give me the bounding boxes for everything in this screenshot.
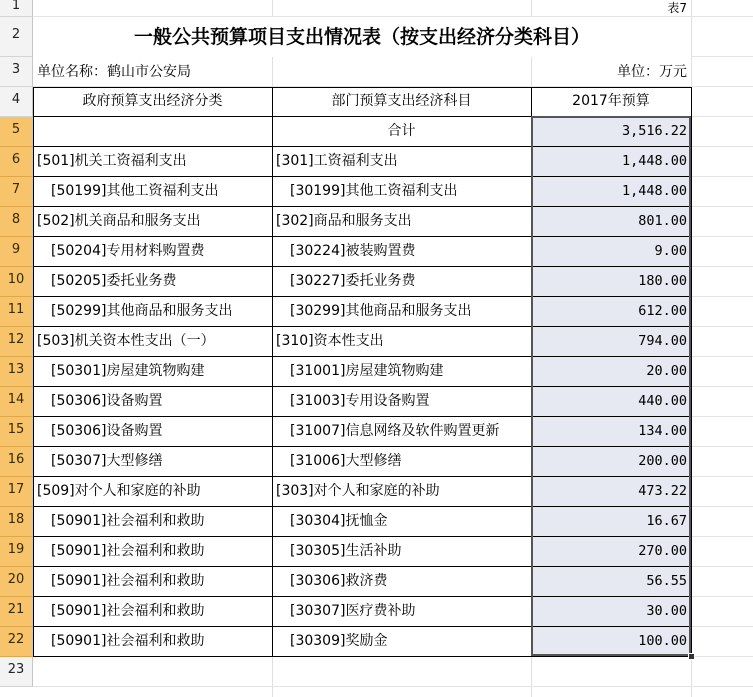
- budget-amount-cell[interactable]: 440.00: [531, 387, 692, 417]
- budget-amount-cell[interactable]: 30.00: [531, 597, 692, 627]
- budget-amount-cell[interactable]: 3,516.22: [531, 117, 692, 147]
- row-header[interactable]: 18: [0, 507, 33, 537]
- gov-classification-cell[interactable]: [50901]社会福利和救助: [33, 627, 273, 657]
- gov-classification-cell[interactable]: [501]机关工资福利支出: [33, 147, 273, 177]
- row-header[interactable]: 1: [0, 0, 33, 17]
- gov-classification-cell[interactable]: [50199]其他工资福利支出: [33, 177, 273, 207]
- row-header[interactable]: 5: [0, 117, 33, 147]
- dept-account-cell[interactable]: [31001]房屋建筑物购建: [272, 357, 532, 387]
- row-header[interactable]: 3: [0, 57, 33, 87]
- dept-account-cell[interactable]: [30307]医疗费补助: [272, 597, 532, 627]
- budget-amount-cell[interactable]: 134.00: [531, 417, 692, 447]
- gov-classification-cell[interactable]: [50204]专用材料购置费: [33, 237, 273, 267]
- budget-amount-cell[interactable]: 1,448.00: [531, 177, 692, 207]
- dept-account-cell[interactable]: 合计: [272, 117, 532, 147]
- budget-amount-cell[interactable]: 200.00: [531, 447, 692, 477]
- row-header[interactable]: 10: [0, 267, 33, 297]
- dept-account-cell[interactable]: [31007]信息网络及软件购置更新: [272, 417, 532, 447]
- dept-account-cell[interactable]: [302]商品和服务支出: [272, 207, 532, 237]
- row-header[interactable]: 17: [0, 477, 33, 507]
- budget-amount-cell[interactable]: 794.00: [531, 327, 692, 357]
- row-header[interactable]: 16: [0, 447, 33, 477]
- gov-classification-cell[interactable]: [50307]大型修缮: [33, 447, 273, 477]
- gov-classification-cell[interactable]: [50901]社会福利和救助: [33, 597, 273, 627]
- budget-amount-cell[interactable]: 16.67: [531, 507, 692, 537]
- budget-amount-cell[interactable]: 100.00: [531, 627, 692, 657]
- grid-line-horizontal: [33, 686, 753, 687]
- row-header[interactable]: 21: [0, 597, 33, 627]
- dept-account-cell[interactable]: [30199]其他工资福利支出: [272, 177, 532, 207]
- row-header[interactable]: 4: [0, 87, 33, 117]
- row-header[interactable]: 2: [0, 17, 33, 57]
- dept-account-cell[interactable]: [30224]被装购置费: [272, 237, 532, 267]
- gov-classification-cell[interactable]: [50901]社会福利和救助: [33, 567, 273, 597]
- header-gov-classification: 政府预算支出经济分类: [33, 87, 273, 117]
- row-header[interactable]: 22: [0, 627, 33, 657]
- gov-classification-cell[interactable]: [50901]社会福利和救助: [33, 507, 273, 537]
- row-header[interactable]: 20: [0, 567, 33, 597]
- gov-classification-cell[interactable]: [50901]社会福利和救助: [33, 537, 273, 567]
- row-header[interactable]: 12: [0, 327, 33, 357]
- budget-amount-cell[interactable]: 180.00: [531, 267, 692, 297]
- budget-amount-cell[interactable]: 473.22: [531, 477, 692, 507]
- unit-label: 单位：万元: [617, 64, 687, 80]
- dept-account-cell[interactable]: [310]资本性支出: [272, 327, 532, 357]
- header-budget-2017: 2017年预算: [531, 87, 692, 117]
- row-header[interactable]: 19: [0, 537, 33, 567]
- header-dept-account: 部门预算支出经济科目: [272, 87, 532, 117]
- gov-classification-cell[interactable]: [50299]其他商品和服务支出: [33, 297, 273, 327]
- budget-amount-cell[interactable]: 56.55: [531, 567, 692, 597]
- budget-amount-cell[interactable]: 270.00: [531, 537, 692, 567]
- row-header[interactable]: 9: [0, 237, 33, 267]
- dept-account-cell[interactable]: [30309]奖励金: [272, 627, 532, 657]
- row-header[interactable]: 11: [0, 297, 33, 327]
- dept-account-cell[interactable]: [30306]救济费: [272, 567, 532, 597]
- dept-account-cell[interactable]: [30304]抚恤金: [272, 507, 532, 537]
- gov-classification-cell[interactable]: [502]机关商品和服务支出: [33, 207, 273, 237]
- gov-classification-cell[interactable]: [33, 117, 273, 147]
- dept-account-cell[interactable]: [30299]其他商品和服务支出: [272, 297, 532, 327]
- budget-amount-cell[interactable]: 20.00: [531, 357, 692, 387]
- fill-handle[interactable]: [688, 653, 695, 660]
- gov-classification-cell[interactable]: [50306]设备购置: [33, 387, 273, 417]
- budget-amount-cell[interactable]: 801.00: [531, 207, 692, 237]
- row-header[interactable]: 8: [0, 207, 33, 237]
- sheet-tag: 表7: [667, 1, 687, 15]
- dept-account-cell[interactable]: [30305]生活补助: [272, 537, 532, 567]
- gov-classification-cell[interactable]: [50205]委托业务费: [33, 267, 273, 297]
- dept-account-cell[interactable]: [31006]大型修缮: [272, 447, 532, 477]
- budget-amount-cell[interactable]: 1,448.00: [531, 147, 692, 177]
- unit-name: 单位名称：鹤山市公安局: [37, 64, 191, 80]
- gov-classification-cell[interactable]: [50301]房屋建筑物购建: [33, 357, 273, 387]
- dept-account-cell[interactable]: [303]对个人和家庭的补助: [272, 477, 532, 507]
- row-header[interactable]: 13: [0, 357, 33, 387]
- row-header[interactable]: 7: [0, 177, 33, 207]
- budget-amount-cell[interactable]: 9.00: [531, 237, 692, 267]
- row-header[interactable]: 6: [0, 147, 33, 177]
- gov-classification-cell[interactable]: [50306]设备购置: [33, 417, 273, 447]
- row-header[interactable]: 14: [0, 387, 33, 417]
- gov-classification-cell[interactable]: [509]对个人和家庭的补助: [33, 477, 273, 507]
- row-header[interactable]: 23: [0, 657, 33, 687]
- row-header[interactable]: 15: [0, 417, 33, 447]
- gov-classification-cell[interactable]: [503]机关资本性支出（一）: [33, 327, 273, 357]
- dept-account-cell[interactable]: [301]工资福利支出: [272, 147, 532, 177]
- dept-account-cell[interactable]: [31003]专用设备购置: [272, 387, 532, 417]
- budget-amount-cell[interactable]: 612.00: [531, 297, 692, 327]
- dept-account-cell[interactable]: [30227]委托业务费: [272, 267, 532, 297]
- page-title: 一般公共预算项目支出情况表（按支出经济分类科目）: [33, 17, 691, 57]
